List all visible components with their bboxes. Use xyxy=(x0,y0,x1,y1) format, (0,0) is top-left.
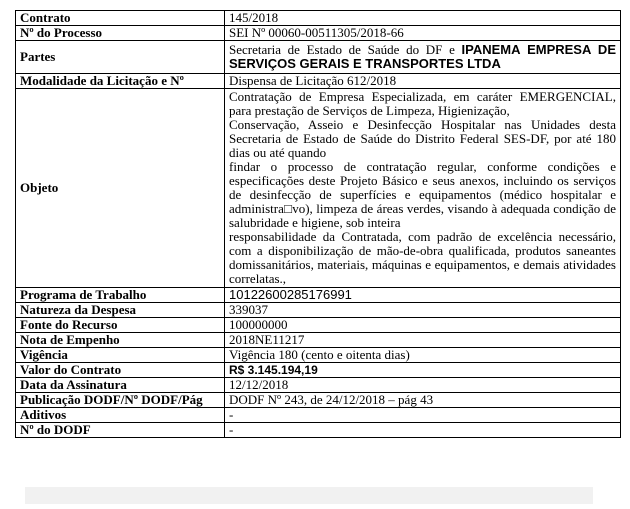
contract-table xyxy=(15,10,621,438)
value-publicacao: DODF Nº 243, de 24/12/2018 – pág 43 xyxy=(225,393,621,408)
label-contrato: Contrato xyxy=(16,11,225,26)
contract-summary xyxy=(15,10,621,438)
objeto-line-4: responsabilidade da Contratada, com padrão de excelência necessário, com a disponibilização de mão-de-obra qualificada, produtos saneantes domissanitários, materiais, máquinas e equipamentos, e demais atividades correlatas., xyxy=(229,229,616,286)
objeto-line-2: Conservação, Asseio e Desinfecção Hospitalar nas Unidades desta Secretaria de Estado de Saúde do Distrito Federal SES-DF, por até 180 dias ou até quando xyxy=(229,117,616,160)
label-aditivos: Aditivos xyxy=(16,408,225,423)
value-partes xyxy=(225,41,621,74)
row-processo xyxy=(16,26,621,41)
objeto-line-1: Contratação de Empresa Especializada, em caráter EMERGENCIAL, para prestação de Serviços de Limpeza, Higienização, xyxy=(229,89,616,118)
label-valor: Valor do Contrato xyxy=(16,363,225,378)
value-fonte: 100000000 xyxy=(225,318,621,333)
label-vigencia: Vigência xyxy=(16,348,225,363)
bottom-strip xyxy=(25,487,593,504)
row-vigencia xyxy=(16,348,621,363)
row-publicacao xyxy=(16,393,621,408)
row-contrato xyxy=(16,11,621,26)
value-processo: SEI Nº 00060-00511305/2018-66 xyxy=(225,26,621,41)
row-natureza xyxy=(16,303,621,318)
value-objeto xyxy=(225,89,621,288)
value-contrato: 145/2018 xyxy=(225,11,621,26)
row-objeto xyxy=(16,89,621,288)
value-natureza: 339037 xyxy=(225,303,621,318)
row-assinatura xyxy=(16,378,621,393)
value-empenho: 2018NE11217 xyxy=(225,333,621,348)
value-valor: R$ 3.145.194,19 xyxy=(225,363,621,378)
value-dodf: - xyxy=(225,423,621,438)
label-partes: Partes xyxy=(16,41,225,74)
row-partes xyxy=(16,41,621,74)
label-empenho: Nota de Empenho xyxy=(16,333,225,348)
label-publicacao: Publicação DODF/Nº DODF/Pág xyxy=(16,393,225,408)
label-dodf: Nº do DODF xyxy=(16,423,225,438)
row-empenho xyxy=(16,333,621,348)
label-processo: Nº do Processo xyxy=(16,26,225,41)
row-dodf xyxy=(16,423,621,438)
objeto-line-3: findar o processo de contratação regular, conforme condições e especificações deste Projeto Básico e seus anexos, incluindo os serviços de desinfecção de superfícies e equipamentos (médico hospitalar e administra□vo), limpeza de áreas verdes, visando à adequada condição de salubridade e higiene, sob inteira xyxy=(229,159,616,230)
row-programa xyxy=(16,288,621,303)
row-aditivos xyxy=(16,408,621,423)
value-assinatura: 12/12/2018 xyxy=(225,378,621,393)
partes-secretaria: Secretaria de Estado de Saúde do DF e xyxy=(229,42,462,57)
row-fonte xyxy=(16,318,621,333)
label-natureza: Natureza da Despesa xyxy=(16,303,225,318)
label-modalidade: Modalidade da Licitação e Nº xyxy=(16,74,225,89)
label-assinatura: Data da Assinatura xyxy=(16,378,225,393)
value-programa: 10122600285176991 xyxy=(225,288,621,303)
row-modalidade xyxy=(16,74,621,89)
label-fonte: Fonte do Recurso xyxy=(16,318,225,333)
label-objeto: Objeto xyxy=(16,89,225,288)
value-modalidade: Dispensa de Licitação 612/2018 xyxy=(225,74,621,89)
label-programa: Programa de Trabalho xyxy=(16,288,225,303)
value-vigencia: Vigência 180 (cento e oitenta dias) xyxy=(225,348,621,363)
row-valor xyxy=(16,363,621,378)
partes-empresa: IPANEMA EMPRESA DE SERVIÇOS GERAIS E TRANSPORTES LTDA xyxy=(229,42,616,71)
value-aditivos: - xyxy=(225,408,621,423)
